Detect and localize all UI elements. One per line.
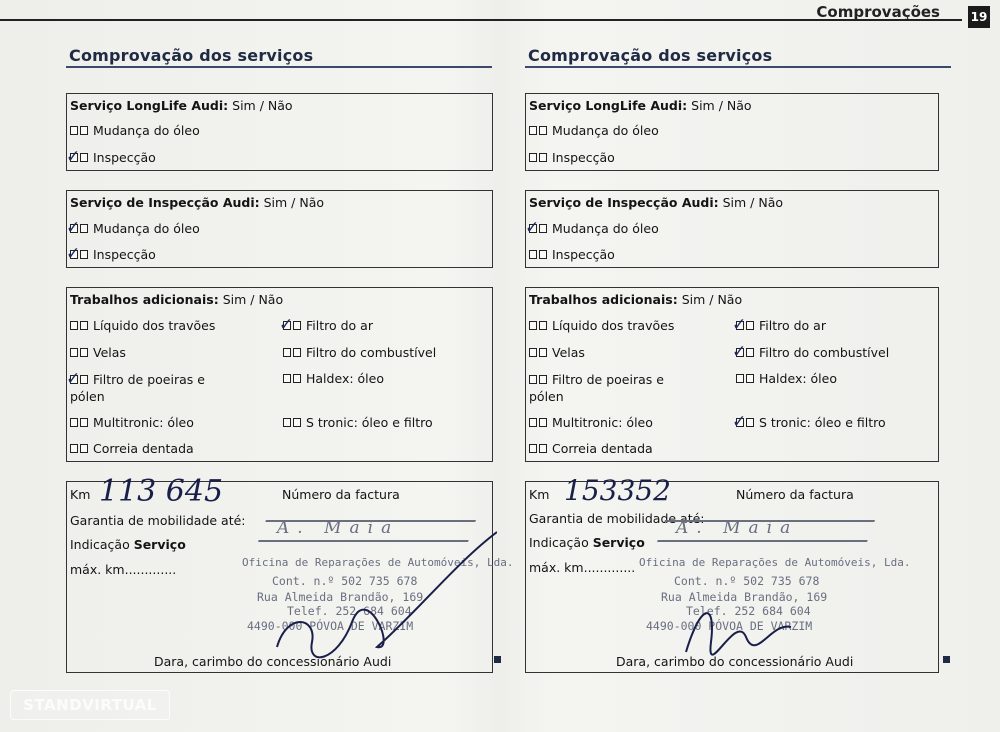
checkbox-pair[interactable]	[70, 126, 90, 135]
extra-item-timing-belt[interactable]	[529, 441, 653, 456]
item-label: Filtro de poeiras e pólen	[70, 372, 205, 404]
stamp-line-address: Rua Almeida Brandão, 169	[661, 590, 828, 604]
checkbox-pair[interactable]	[529, 153, 549, 162]
stamp-line-company: Oficina de Reparações de Automóveis, Lda.	[639, 556, 911, 569]
checkbox-pair[interactable]	[529, 250, 549, 259]
standvirtual-watermark: STANDVIRTUAL	[10, 690, 170, 720]
factura-box	[66, 474, 514, 673]
check-mark-icon: ✓	[66, 369, 81, 389]
extra-item-plugs[interactable]	[529, 345, 585, 360]
check-mark-icon: ✓	[525, 218, 540, 238]
stamp-name: A. Maia	[277, 518, 400, 538]
extra-item-brake-fluid[interactable]	[529, 318, 674, 333]
adicionais-box	[66, 287, 493, 462]
inspeccao-sim-nao: Sim / Não	[722, 195, 784, 210]
stamp-name: A. Maia	[676, 518, 799, 538]
dealer-stamp-label: Dara, carimbo do concessionário Audi	[616, 654, 854, 669]
longlife-sim-nao: Sim / Não	[232, 98, 293, 113]
longlife-item-inspection[interactable]	[529, 150, 615, 165]
extra-item-air-filter[interactable]	[279, 315, 373, 335]
extra-item-stronic[interactable]	[283, 415, 433, 430]
invoice-number-label: Número da factura	[736, 487, 854, 502]
checkbox-pair[interactable]	[529, 418, 549, 427]
longlife-item-oil[interactable]	[70, 123, 200, 138]
dealer-stamp-label: Dara, carimbo do concessionário Audi	[154, 654, 392, 669]
item-label: Multitronic: óleo	[552, 415, 653, 430]
extra-item-brake-fluid[interactable]	[70, 318, 215, 333]
extra-item-plugs[interactable]	[70, 345, 126, 360]
extra-item-fuel-filter[interactable]	[283, 345, 436, 360]
item-label: Filtro do ar	[306, 318, 373, 333]
title-rule	[66, 66, 492, 68]
adicionais-sim-nao: Sim / Não	[222, 292, 284, 307]
checkbox-pair[interactable]	[732, 315, 756, 335]
checkbox-pair[interactable]	[66, 147, 90, 167]
stamp-line-city: 4490-000 PÓVOA DE VARZIM	[247, 619, 414, 633]
longlife-header	[529, 98, 752, 113]
checkbox-pair[interactable]	[732, 412, 756, 432]
item-label: Mudança do óleo	[552, 123, 659, 138]
checkbox-pair[interactable]	[70, 418, 90, 427]
item-label: Inspecção	[552, 247, 615, 262]
inspeccao-sim-nao: Sim / Não	[263, 195, 325, 210]
mobility-guarantee-label: Garantia de mobilidade até:	[70, 513, 246, 528]
checkbox-pair[interactable]	[529, 375, 549, 384]
extra-item-timing-belt[interactable]	[70, 441, 194, 456]
extra-item-haldex[interactable]	[283, 371, 384, 386]
inspeccao-label: Serviço de Inspecção Audi:	[70, 195, 260, 210]
item-label: Líquido dos travões	[552, 318, 675, 333]
item-label: Filtro do ar	[759, 318, 826, 333]
item-label: Filtro do combustível	[306, 345, 437, 360]
column-title: Comprovação dos serviços	[69, 46, 314, 65]
checkbox-pair[interactable]	[70, 348, 90, 357]
checkbox-pair[interactable]	[66, 244, 90, 264]
checkbox-pair[interactable]	[283, 418, 303, 427]
item-label: Haldex: óleo	[306, 371, 384, 386]
longlife-sim-nao: Sim / Não	[691, 98, 752, 113]
item-label: S tronic: óleo e filtro	[759, 415, 886, 430]
column-title: Comprovação dos serviços	[528, 46, 773, 65]
extra-item-pollen-filter[interactable]	[529, 371, 679, 405]
factura-box	[525, 474, 939, 673]
adicionais-box	[525, 287, 939, 462]
inspeccao-item-inspection[interactable]	[66, 244, 156, 264]
checkbox-pair[interactable]	[66, 369, 90, 389]
stamp-line-contribuinte: Cont. n.º 502 735 678	[272, 574, 418, 588]
check-mark-icon: ✓	[66, 244, 81, 264]
item-label: Velas	[552, 345, 585, 360]
mobility-guarantee-label: Garantia de mobilidade até:	[529, 511, 705, 526]
item-label: Mudança do óleo	[93, 123, 200, 138]
checkbox-pair[interactable]	[525, 218, 549, 238]
checkbox-pair[interactable]	[70, 444, 90, 453]
checkbox-pair[interactable]	[529, 348, 549, 357]
end-marker	[943, 656, 950, 663]
item-label: Mudança do óleo	[552, 221, 659, 236]
item-label: Mudança do óleo	[93, 221, 200, 236]
inspeccao-header	[70, 195, 324, 210]
invoice-number-label: Número da factura	[282, 487, 400, 502]
signature-scribble	[676, 582, 796, 662]
longlife-header	[70, 98, 293, 113]
km-value-handwritten: 153352	[564, 474, 671, 507]
inspeccao-box	[525, 190, 939, 268]
service-indication-label: Indicação Serviço	[529, 535, 645, 550]
checkbox-pair[interactable]	[736, 374, 756, 383]
adicionais-sim-nao: Sim / Não	[681, 292, 743, 307]
longlife-item-oil[interactable]	[529, 123, 659, 138]
item-label: Inspecção	[93, 150, 156, 165]
check-mark-icon: ✓	[279, 315, 294, 335]
adicionais-header	[70, 292, 283, 307]
stamp-line-phone: Telef. 252 684 604	[686, 604, 811, 618]
item-label: Inspecção	[93, 247, 156, 262]
checkbox-pair[interactable]	[529, 321, 549, 330]
stamp-line-city: 4490-000 PÓVOA DE VARZIM	[646, 619, 813, 633]
checkbox-pair[interactable]	[529, 126, 549, 135]
inspeccao-item-oil[interactable]	[66, 218, 200, 238]
service-indication-label: Indicação Serviço	[70, 537, 186, 552]
longlife-box	[525, 93, 939, 171]
item-label: Haldex: óleo	[759, 371, 837, 386]
longlife-item-inspection[interactable]	[66, 147, 156, 167]
max-km-label: máx. km.............	[529, 560, 636, 575]
item-label: Filtro do combustível	[759, 345, 890, 360]
page-number: 19	[968, 6, 990, 28]
stamp-line-phone: Telef. 252 684 604	[287, 604, 412, 618]
checkbox-pair[interactable]	[732, 342, 756, 362]
km-label: Km	[70, 487, 91, 502]
check-mark-icon: ✓	[66, 218, 81, 238]
km-value-handwritten: 113 645	[99, 474, 224, 509]
section-header: Comprovações	[816, 3, 940, 21]
longlife-label: Serviço LongLife Audi:	[529, 98, 688, 113]
item-label: Correia dentada	[93, 441, 194, 456]
checkbox-pair[interactable]	[279, 315, 303, 335]
adicionais-header	[529, 292, 742, 307]
extra-item-multitronic[interactable]	[70, 415, 194, 430]
item-label: Multitronic: óleo	[93, 415, 194, 430]
longlife-label: Serviço LongLife Audi:	[70, 98, 229, 113]
item-label: S tronic: óleo e filtro	[306, 415, 433, 430]
check-mark-icon: ✓	[66, 147, 81, 167]
checkbox-pair[interactable]	[283, 374, 303, 383]
end-marker	[494, 656, 501, 663]
item-label: Inspecção	[552, 150, 615, 165]
stamp-line-contribuinte: Cont. n.º 502 735 678	[674, 574, 820, 588]
signature-scribble	[257, 522, 497, 662]
extra-item-pollen-filter[interactable]	[66, 369, 220, 405]
item-label: Líquido dos travões	[93, 318, 216, 333]
check-mark-icon: ✓	[732, 412, 747, 432]
extra-item-fuel-filter[interactable]	[732, 342, 890, 362]
item-label: Correia dentada	[552, 441, 653, 456]
extra-item-multitronic[interactable]	[529, 415, 653, 430]
inspeccao-item-inspection[interactable]	[529, 247, 615, 262]
checkbox-pair[interactable]	[283, 348, 303, 357]
stamp-line-company: Oficina de Reparações de Automóveis, Lda.	[242, 556, 514, 569]
longlife-box	[66, 93, 493, 171]
check-mark-icon: ✓	[732, 342, 747, 362]
inspeccao-box	[66, 190, 493, 268]
stamp-line-address: Rua Almeida Brandão, 169	[257, 590, 424, 604]
extra-item-haldex[interactable]	[736, 371, 837, 386]
checkbox-pair[interactable]	[70, 321, 90, 330]
adicionais-label: Trabalhos adicionais:	[70, 292, 219, 307]
checkbox-pair[interactable]	[66, 218, 90, 238]
item-label: Filtro de poeiras e pólen	[529, 372, 664, 404]
checkbox-pair[interactable]	[529, 444, 549, 453]
check-mark-icon: ✓	[732, 315, 747, 335]
extra-item-stronic[interactable]	[732, 412, 886, 432]
extra-item-air-filter[interactable]	[732, 315, 826, 335]
item-label: Velas	[93, 345, 126, 360]
title-rule	[525, 66, 951, 68]
inspeccao-item-oil[interactable]	[525, 218, 659, 238]
km-label: Km	[529, 487, 550, 502]
adicionais-label: Trabalhos adicionais:	[529, 292, 678, 307]
inspeccao-label: Serviço de Inspecção Audi:	[529, 195, 719, 210]
inspeccao-header	[529, 195, 783, 210]
max-km-label: máx. km.............	[70, 562, 177, 577]
